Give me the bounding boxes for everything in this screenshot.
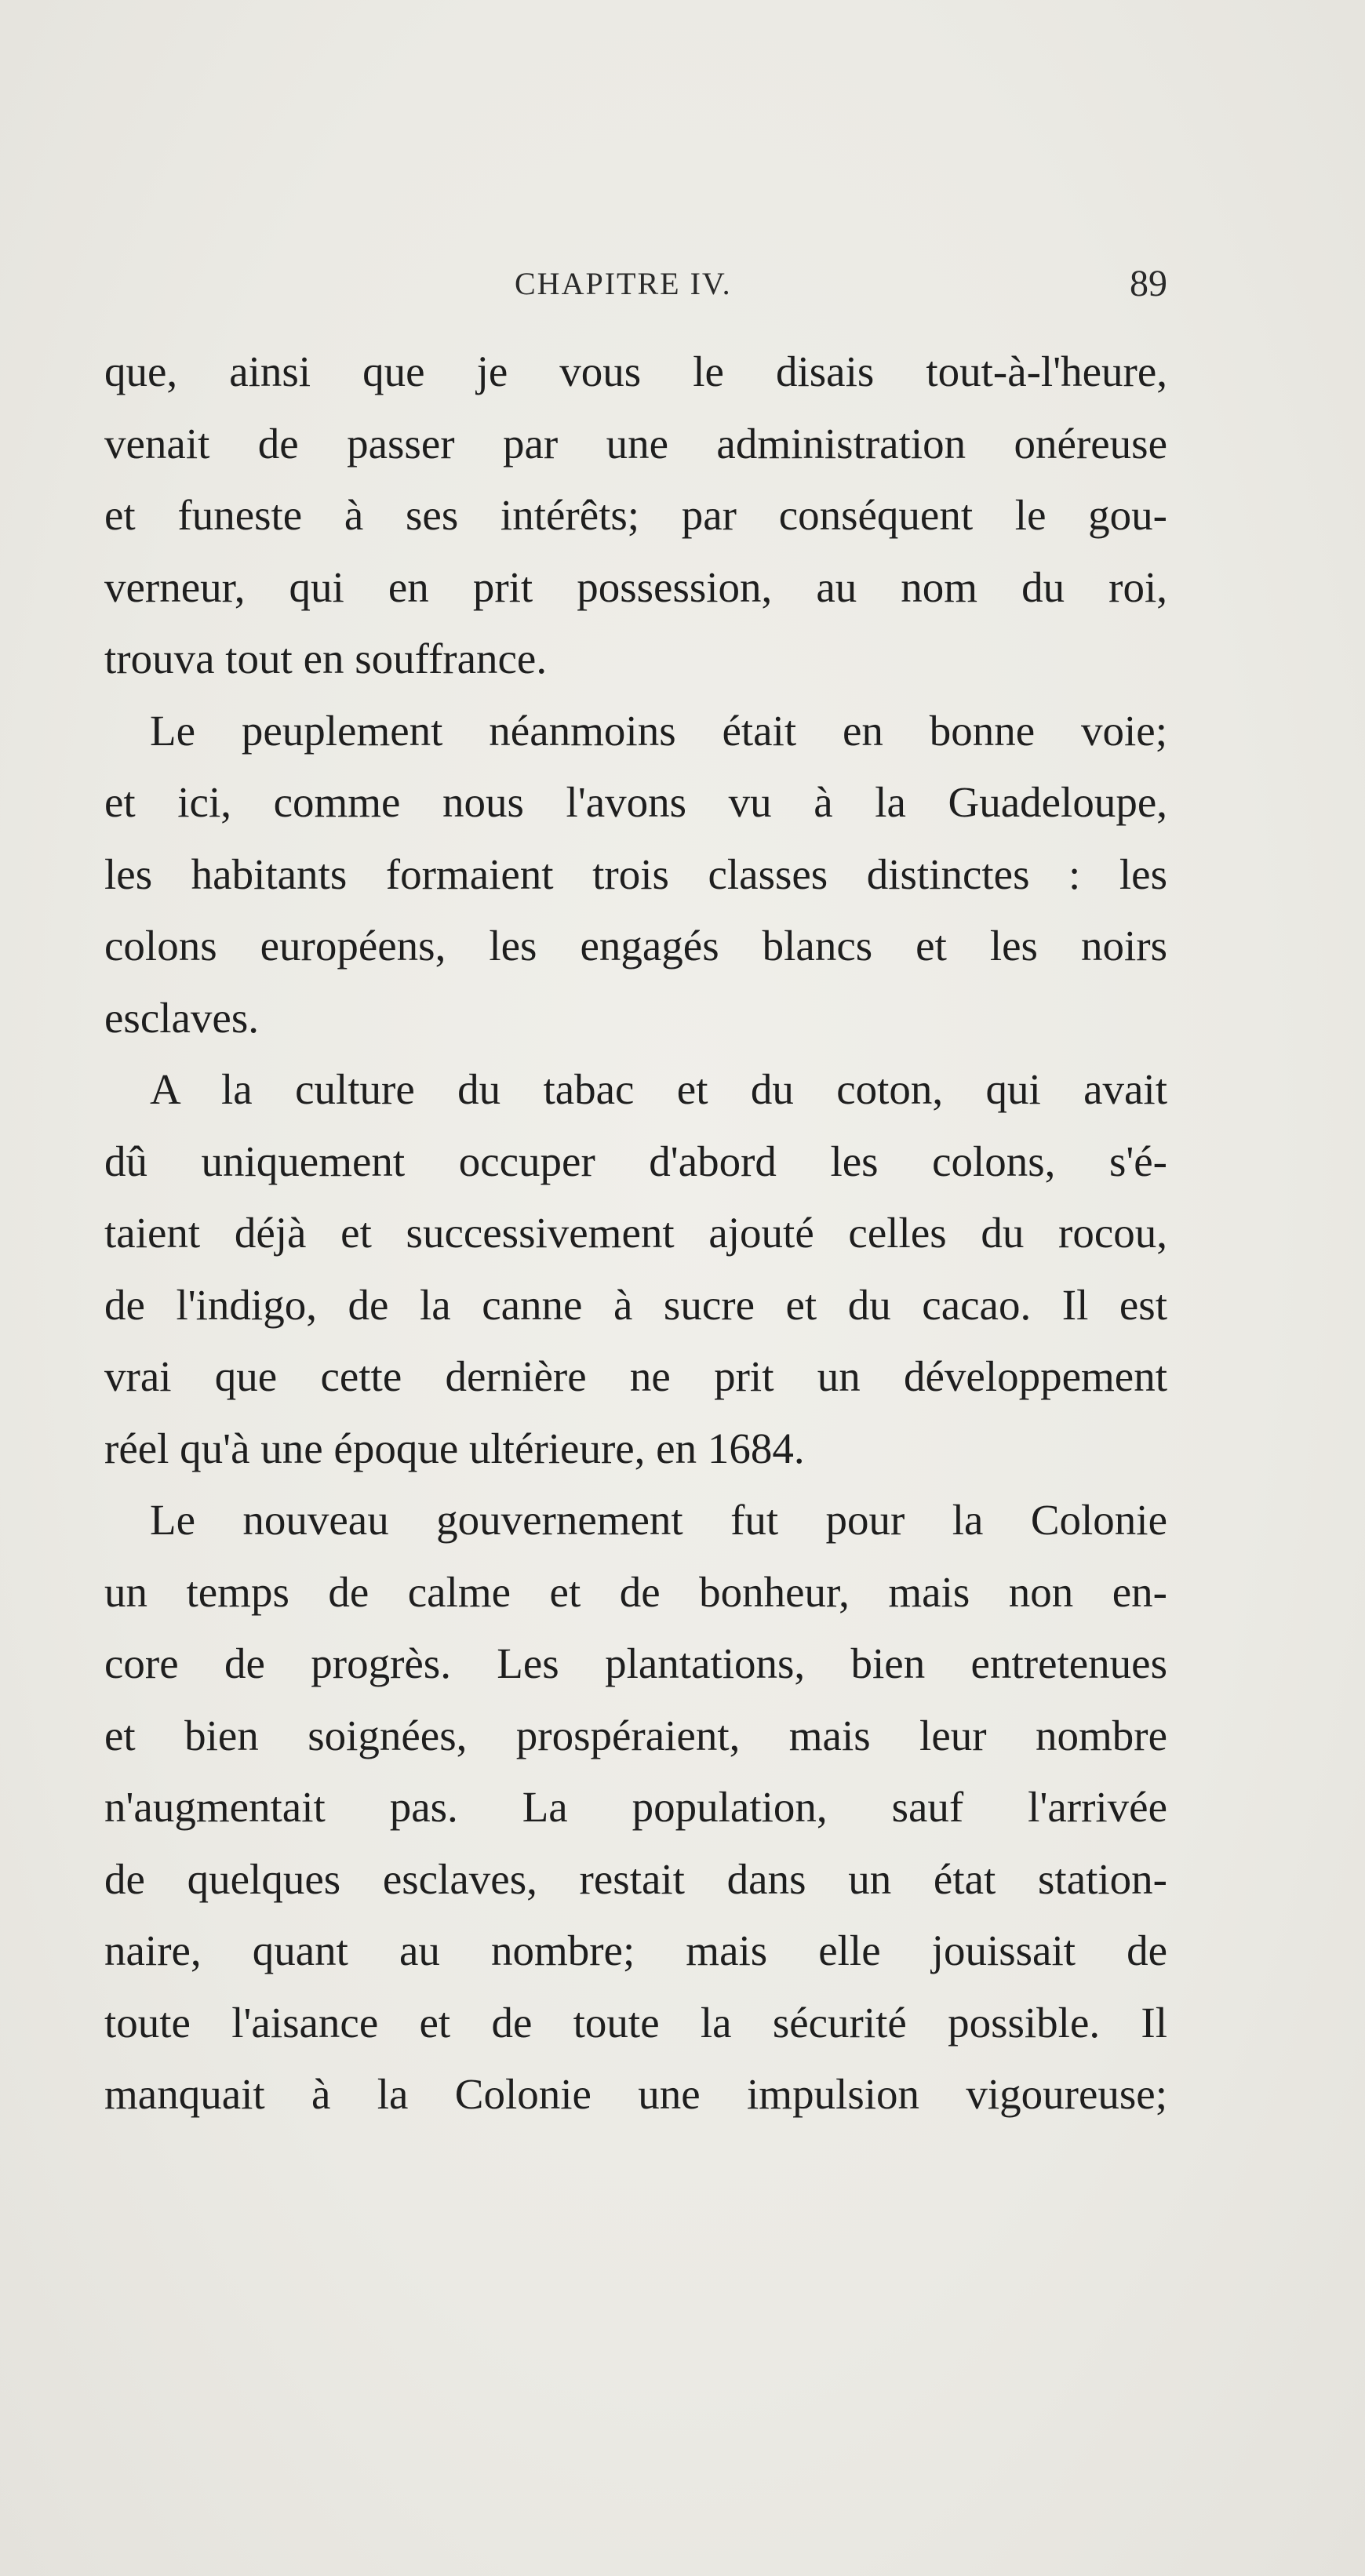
text-line: et ici, comme nous l'avons vu à la Guadeloupe, xyxy=(104,778,1167,826)
text-line: vrai que cette dernière ne prit un développement xyxy=(104,1352,1167,1400)
text-line: esclaves. xyxy=(104,993,259,1042)
running-head xyxy=(104,265,1167,312)
text-line: taient déjà et successivement ajouté celles du rocou, xyxy=(104,1209,1167,1257)
text-line: et funeste à ses intérêts; par conséquent le gou- xyxy=(104,491,1167,539)
text-line: venait de passer par une administration onéreuse xyxy=(104,419,1167,468)
text-line: que, ainsi que je vous le disais tout-à-l'heure, xyxy=(104,347,1167,395)
page-number: 89 xyxy=(1130,263,1167,304)
chapter-title: CHAPITRE IV. xyxy=(515,266,732,301)
text-line: les habitants formaient trois classes distinctes : les xyxy=(104,850,1167,898)
text-line: naire, quant au nombre; mais elle jouissait de xyxy=(104,1927,1167,1974)
text-line: et bien soignées, prospéraient, mais leur nombre xyxy=(104,1711,1167,1759)
text-line: colons européens, les engagés blancs et les noirs xyxy=(104,922,1167,970)
body-text xyxy=(104,336,1167,2130)
text-line: manquait à la Colonie une impulsion vigoureuse; xyxy=(104,2070,1167,2118)
text-line: trouva tout en souffrance. xyxy=(104,635,548,682)
text-line: réel qu'à une époque ultérieure, en 1684. xyxy=(104,1424,805,1472)
text-line: Le peuplement néanmoins était en bonne voie; xyxy=(150,706,1167,755)
text-line: de l'indigo, de la canne à sucre et du cacao. Il est xyxy=(104,1280,1167,1329)
text-line: un temps de calme et de bonheur, mais non en- xyxy=(104,1567,1167,1616)
text-line: de quelques esclaves, restait dans un état station- xyxy=(104,1854,1167,1903)
text-line: A la culture du tabac et du coton, qui avait xyxy=(150,1065,1167,1113)
text-line: n'augmentait pas. La population, sauf l'arrivée xyxy=(104,1783,1167,1831)
text-line: core de progrès. Les plantations, bien entretenues xyxy=(104,1639,1167,1687)
text-line: Le nouveau gouvernement fut pour la Colonie xyxy=(150,1496,1167,1544)
text-line: toute l'aisance et de toute la sécurité possible. Il xyxy=(104,1998,1167,2047)
text-line: verneur, qui en prit possession, au nom du roi, xyxy=(104,562,1167,611)
text-line: dû uniquement occuper d'abord les colons, s'é- xyxy=(104,1137,1167,1185)
